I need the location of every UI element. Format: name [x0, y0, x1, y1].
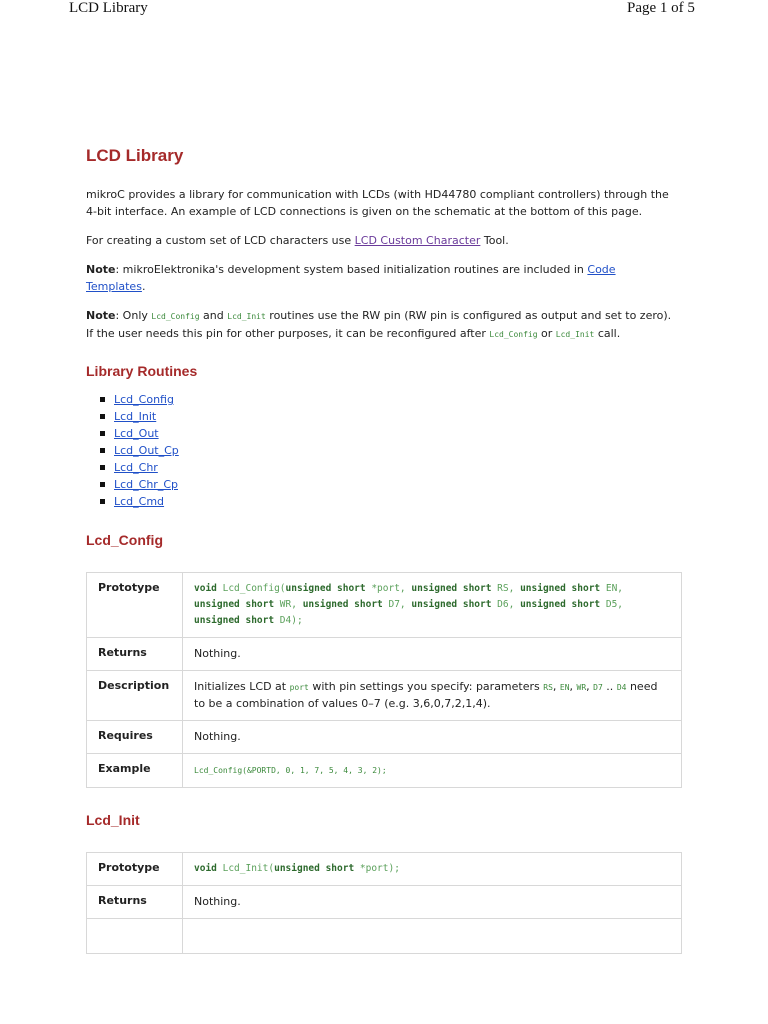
note-label: Note [86, 309, 116, 322]
returns-value: Nothing. [183, 638, 682, 671]
inline-code: Lcd_Init [555, 330, 595, 339]
bullet-icon [100, 397, 105, 402]
inline-code: Lcd_Init [227, 312, 266, 321]
table-row [87, 919, 682, 954]
list-item [100, 476, 686, 493]
prototype-label: Prototype [87, 853, 183, 886]
routine-link-lcd-config[interactable]: Lcd_Config [114, 393, 174, 406]
bullet-icon [100, 448, 105, 453]
list-item [100, 425, 686, 442]
table-row [87, 721, 682, 754]
list-item [100, 493, 686, 510]
returns-label: Returns [87, 638, 183, 671]
page-header [0, 0, 768, 22]
header-doc-title: LCD Library [69, 0, 148, 16]
bullet-icon [100, 414, 105, 419]
routine-link-lcd-chr-cp[interactable]: Lcd_Chr_Cp [114, 478, 178, 491]
list-item [100, 459, 686, 476]
lcd-config-heading: Lcd_Config [86, 532, 163, 548]
table-row [87, 853, 682, 886]
bullet-icon [100, 499, 105, 504]
note-rw-pin-paragraph: Note: Only Lcd_Config and Lcd_Init routines use the RW pin (RW pin is configured as output and set to zero). If the user needs this pin for other purposes, it can be reconfigured after Lcd_Config or Lcd_Init call. [86, 309, 672, 340]
table-row [87, 671, 682, 721]
prototype-value: void Lcd_Init(unsigned short *port); [183, 853, 682, 886]
bullet-icon [100, 482, 105, 487]
table-row [87, 886, 682, 919]
prototype-label: Prototype [87, 573, 183, 638]
code-templates-link[interactable]: Code Templates [86, 263, 616, 293]
routine-link-lcd-out[interactable]: Lcd_Out [114, 427, 159, 440]
returns-value: Nothing. [183, 886, 682, 919]
prototype-value: void Lcd_Config(unsigned short *port, unsigned short RS, unsigned short EN, unsigned short WR, unsigned short D7, unsigned short D6, unsigned short D5, unsigned short D4); [183, 573, 682, 638]
inline-code: Lcd_Config [151, 312, 200, 321]
routine-link-lcd-chr[interactable]: Lcd_Chr [114, 461, 158, 474]
routine-link-lcd-cmd[interactable]: Lcd_Cmd [114, 495, 165, 508]
list-item [100, 442, 686, 459]
lcd-init-table [86, 852, 682, 954]
empty-value-cell [183, 919, 682, 954]
custom-char-paragraph: For creating a custom set of LCD characters use LCD Custom Character Tool. [86, 234, 509, 247]
requires-label: Requires [87, 721, 183, 754]
list-item [100, 391, 686, 408]
lcd-custom-character-link[interactable]: LCD Custom Character [354, 234, 481, 247]
library-routines-heading: Library Routines [86, 363, 198, 379]
description-value: Initializes LCD at port with pin settings you specify: parameters RS, EN, WR, D7 .. D4 need to be a combination of values 0–7 (e.g. 3,6,0,7,2,1,4). [183, 671, 682, 721]
document-content [86, 146, 686, 978]
routines-list [86, 391, 686, 510]
table-row [87, 573, 682, 638]
example-code: Lcd_Config(&PORTD, 0, 1, 7, 5, 4, 3, 2); [194, 766, 387, 775]
note-templates-paragraph: Note: mikroElektronika's development system based initialization routines are included in Code Templates. [86, 263, 616, 293]
empty-label-cell [87, 919, 183, 954]
table-row [87, 638, 682, 671]
list-item [100, 408, 686, 425]
lcd-init-heading: Lcd_Init [86, 812, 140, 828]
description-label: Description [87, 671, 183, 721]
intro-paragraph: mikroC provides a library for communication with LCDs (with HD44780 compliant controllers) through the 4-bit interface. An example of LCD connections is given on the schematic at the bottom of this page. [86, 188, 669, 218]
routine-link-lcd-init[interactable]: Lcd_Init [114, 410, 157, 423]
header-page-number: Page 1 of 5 [627, 0, 695, 16]
table-row [87, 754, 682, 788]
page-title: LCD Library [86, 146, 184, 165]
example-value [183, 754, 682, 788]
example-label: Example [87, 754, 183, 788]
note-label: Note [86, 263, 116, 276]
bullet-icon [100, 465, 105, 470]
bullet-icon [100, 431, 105, 436]
requires-value: Nothing. [183, 721, 682, 754]
returns-label: Returns [87, 886, 183, 919]
routine-link-lcd-out-cp[interactable]: Lcd_Out_Cp [114, 444, 179, 457]
lcd-config-table [86, 572, 682, 788]
inline-code: Lcd_Config [489, 330, 538, 339]
